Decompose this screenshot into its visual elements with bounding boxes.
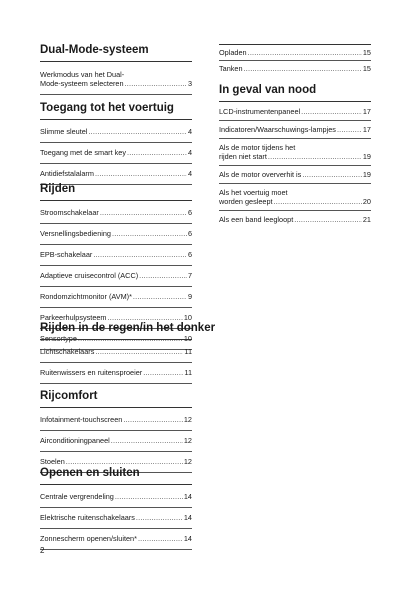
- toc-entry-page: 4: [187, 127, 192, 136]
- toc-leader-dots: [95, 347, 183, 356]
- section-heading: Rijden in de regen/in het donker: [40, 322, 216, 334]
- toc-entry-page: 6: [187, 208, 192, 217]
- toc-entry-title: Ruitenwissers en ruitensproeier: [40, 368, 143, 377]
- toc-entry-page: 4: [187, 169, 192, 178]
- toc-entry-title: LCD-instrumentenpaneel: [219, 107, 301, 116]
- toc-entry-page: 17: [362, 125, 371, 134]
- toc-entry[interactable]: [40, 347, 192, 356]
- toc-leader-dots: [93, 250, 187, 259]
- toc-entry-title: Elektrische ruitenschakelaars: [40, 513, 135, 522]
- toc-leader-dots: [244, 64, 362, 73]
- toc-leader-dots: [127, 148, 187, 157]
- section-heading: In geval van nood: [219, 84, 317, 96]
- toc-entry-title: Sensortype: [40, 334, 77, 343]
- entry-separator: [40, 286, 192, 287]
- toc-entry[interactable]: [219, 48, 371, 57]
- toc-section: [40, 101, 192, 185]
- toc-entry-page: 6: [187, 229, 192, 238]
- toc-entry-title: Centrale vergrendeling: [40, 492, 114, 501]
- toc-entry-page: 6: [187, 250, 192, 259]
- toc-entry-page: 4: [187, 148, 192, 157]
- toc-leader-dots: [133, 292, 187, 301]
- entry-separator: [40, 549, 192, 550]
- toc-entry-title: rijden niet start: [219, 152, 267, 161]
- toc-entry-title: Airconditioningpaneel: [40, 436, 110, 445]
- toc-entry[interactable]: [40, 492, 192, 501]
- entry-separator: [40, 163, 192, 164]
- toc-entry-page: 11: [184, 368, 192, 377]
- toc-leader-dots: [125, 79, 187, 88]
- toc-entry-title: Stroomschakelaar: [40, 208, 99, 217]
- toc-entry-title: Adaptieve cruisecontrol (ACC): [40, 271, 139, 280]
- entry-separator: [40, 528, 192, 529]
- toc-leader-dots: [66, 457, 183, 466]
- section-heading: Rijden: [40, 183, 76, 195]
- entry-separator: [219, 120, 371, 121]
- toc-entry-page: 15: [362, 64, 371, 73]
- toc-entry[interactable]: [40, 250, 192, 259]
- toc-leader-dots: [139, 271, 187, 280]
- toc-entry[interactable]: [40, 436, 192, 445]
- toc-leader-dots: [123, 415, 183, 424]
- toc-entry-title: Rondomzichtmonitor (AVM)*: [40, 292, 132, 301]
- toc-entry[interactable]: [219, 64, 371, 73]
- toc-entry[interactable]: [40, 127, 192, 136]
- toc-leader-dots: [112, 229, 187, 238]
- toc-entry-title-line1: Werkmodus van het Dual-: [40, 70, 125, 79]
- toc-continuation: [219, 44, 371, 73]
- entry-separator: [40, 94, 192, 95]
- toc-entry-page: 9: [187, 292, 192, 301]
- toc-entry-page: 14: [183, 513, 192, 522]
- toc-entry[interactable]: [40, 368, 192, 377]
- toc-leader-dots: [301, 107, 362, 116]
- toc-entry-page: 15: [362, 48, 371, 57]
- toc-entry-page: 3: [187, 79, 192, 88]
- toc-entry[interactable]: [219, 107, 371, 116]
- entry-separator: [40, 244, 192, 245]
- toc-entry-page: 14: [183, 534, 192, 543]
- toc-entry-title: EPB-schakelaar: [40, 250, 93, 259]
- toc-entry-title: Als een band leegloopt: [219, 215, 294, 224]
- toc-entry-title: Indicatoren/Waarschuwings-lampjes: [219, 125, 336, 134]
- toc-entry-title-line1: Als het voertuig moet: [219, 188, 288, 197]
- toc-leader-dots: [136, 513, 183, 522]
- entry-separator: [219, 60, 371, 61]
- toc-leader-dots: [138, 534, 183, 543]
- toc-entry[interactable]: [219, 143, 371, 161]
- toc-entry-title: Toegang met de smart key: [40, 148, 126, 157]
- toc-entry-title: Lichtschakelaars: [40, 347, 95, 356]
- toc-entry[interactable]: [40, 513, 192, 522]
- toc-entry-title: Tanken: [219, 64, 243, 73]
- toc-entry-page: 14: [183, 492, 192, 501]
- entry-separator: [219, 165, 371, 166]
- toc-leader-dots: [274, 197, 362, 206]
- entry-separator: [40, 307, 192, 308]
- toc-entry-page: 20: [362, 197, 371, 206]
- entry-separator: [40, 451, 192, 452]
- toc-entry[interactable]: [40, 457, 192, 466]
- section-divider: [40, 119, 192, 120]
- toc-entry[interactable]: [40, 169, 192, 178]
- toc-entry-title: Opladen: [219, 48, 247, 57]
- toc-entry-title: Parkeerhulpsysteem: [40, 313, 107, 322]
- toc-entry[interactable]: [40, 415, 192, 424]
- toc-entry-title: Mode-systeem selecteren: [40, 79, 124, 88]
- toc-entry-page: 10: [183, 334, 192, 343]
- toc-leader-dots: [302, 170, 362, 179]
- toc-section: [219, 83, 371, 224]
- entry-separator: [40, 430, 192, 431]
- toc-entry-page: 12: [183, 457, 192, 466]
- section-heading: Openen en sluiten: [40, 467, 140, 479]
- toc-entry-title: Zonnescherm openen/sluiten*: [40, 534, 137, 543]
- toc-entry[interactable]: [40, 534, 192, 543]
- toc-leader-dots: [268, 152, 362, 161]
- toc-entry-title: worden gesleept: [219, 197, 273, 206]
- section-divider: [40, 61, 192, 62]
- toc-leader-dots: [248, 48, 362, 57]
- toc-leader-dots: [115, 492, 183, 501]
- entry-separator: [219, 183, 371, 184]
- toc-entry-page: 21: [362, 215, 371, 224]
- toc-section: [40, 389, 192, 473]
- toc-entry[interactable]: [219, 188, 371, 206]
- toc-leader-dots: [95, 169, 187, 178]
- toc-entry-title: Versnellingsbediening: [40, 229, 111, 238]
- section-divider: [40, 484, 192, 485]
- toc-entry-title: Infotainment-touchscreen: [40, 415, 123, 424]
- toc-entry-page: 11: [184, 347, 192, 356]
- toc-entry[interactable]: [219, 170, 371, 179]
- section-heading: Toegang tot het voertuig: [40, 102, 174, 114]
- section-divider: [40, 407, 192, 408]
- toc-entry[interactable]: [40, 208, 192, 217]
- toc-entry[interactable]: [219, 215, 371, 224]
- toc-section: [40, 321, 216, 384]
- toc-section: [40, 466, 192, 550]
- toc-entry-page: 19: [362, 170, 371, 179]
- toc-leader-dots: [88, 127, 186, 136]
- toc-entry-title-line1: Als de motor tijdens het: [219, 143, 296, 152]
- entry-separator: [40, 383, 192, 384]
- entry-separator: [40, 507, 192, 508]
- entry-separator: [219, 138, 371, 139]
- toc-entry-page: 10: [183, 313, 192, 322]
- entry-separator: [219, 210, 371, 211]
- section-heading: Rijcomfort: [40, 390, 98, 402]
- entry-separator: [40, 362, 192, 363]
- toc-entry-title: Antidiefstalalarm: [40, 169, 94, 178]
- section-divider: [219, 44, 371, 45]
- toc-leader-dots: [294, 215, 362, 224]
- section-divider: [40, 339, 192, 340]
- toc-leader-dots: [143, 368, 183, 377]
- toc-entry-page: 12: [183, 415, 192, 424]
- toc-entry-page: 7: [187, 271, 192, 280]
- toc-entry-page: 12: [183, 436, 192, 445]
- toc-entry[interactable]: [40, 292, 192, 301]
- toc-leader-dots: [337, 125, 362, 134]
- section-divider: [219, 101, 371, 102]
- toc-leader-dots: [100, 208, 187, 217]
- toc-entry-title: Als de motor oververhit is: [219, 170, 302, 179]
- toc-entry-page: 19: [362, 152, 371, 161]
- entry-separator: [40, 265, 192, 266]
- toc-section: [40, 43, 192, 95]
- toc-entry[interactable]: [40, 271, 192, 280]
- toc-entry[interactable]: [40, 229, 192, 238]
- toc-entry[interactable]: [40, 148, 192, 157]
- toc-entry-page: 17: [362, 107, 371, 116]
- entry-separator: [40, 142, 192, 143]
- section-heading: Dual-Mode-systeem: [40, 44, 149, 56]
- section-divider: [40, 200, 192, 201]
- entry-separator: [40, 223, 192, 224]
- toc-entry-title: Stoelen: [40, 457, 65, 466]
- toc-entry-title: Slimme sleutel: [40, 127, 88, 136]
- toc-leader-dots: [111, 436, 183, 445]
- toc-entry[interactable]: [219, 125, 371, 134]
- toc-entry[interactable]: [40, 70, 192, 88]
- page-number: 2: [40, 546, 45, 555]
